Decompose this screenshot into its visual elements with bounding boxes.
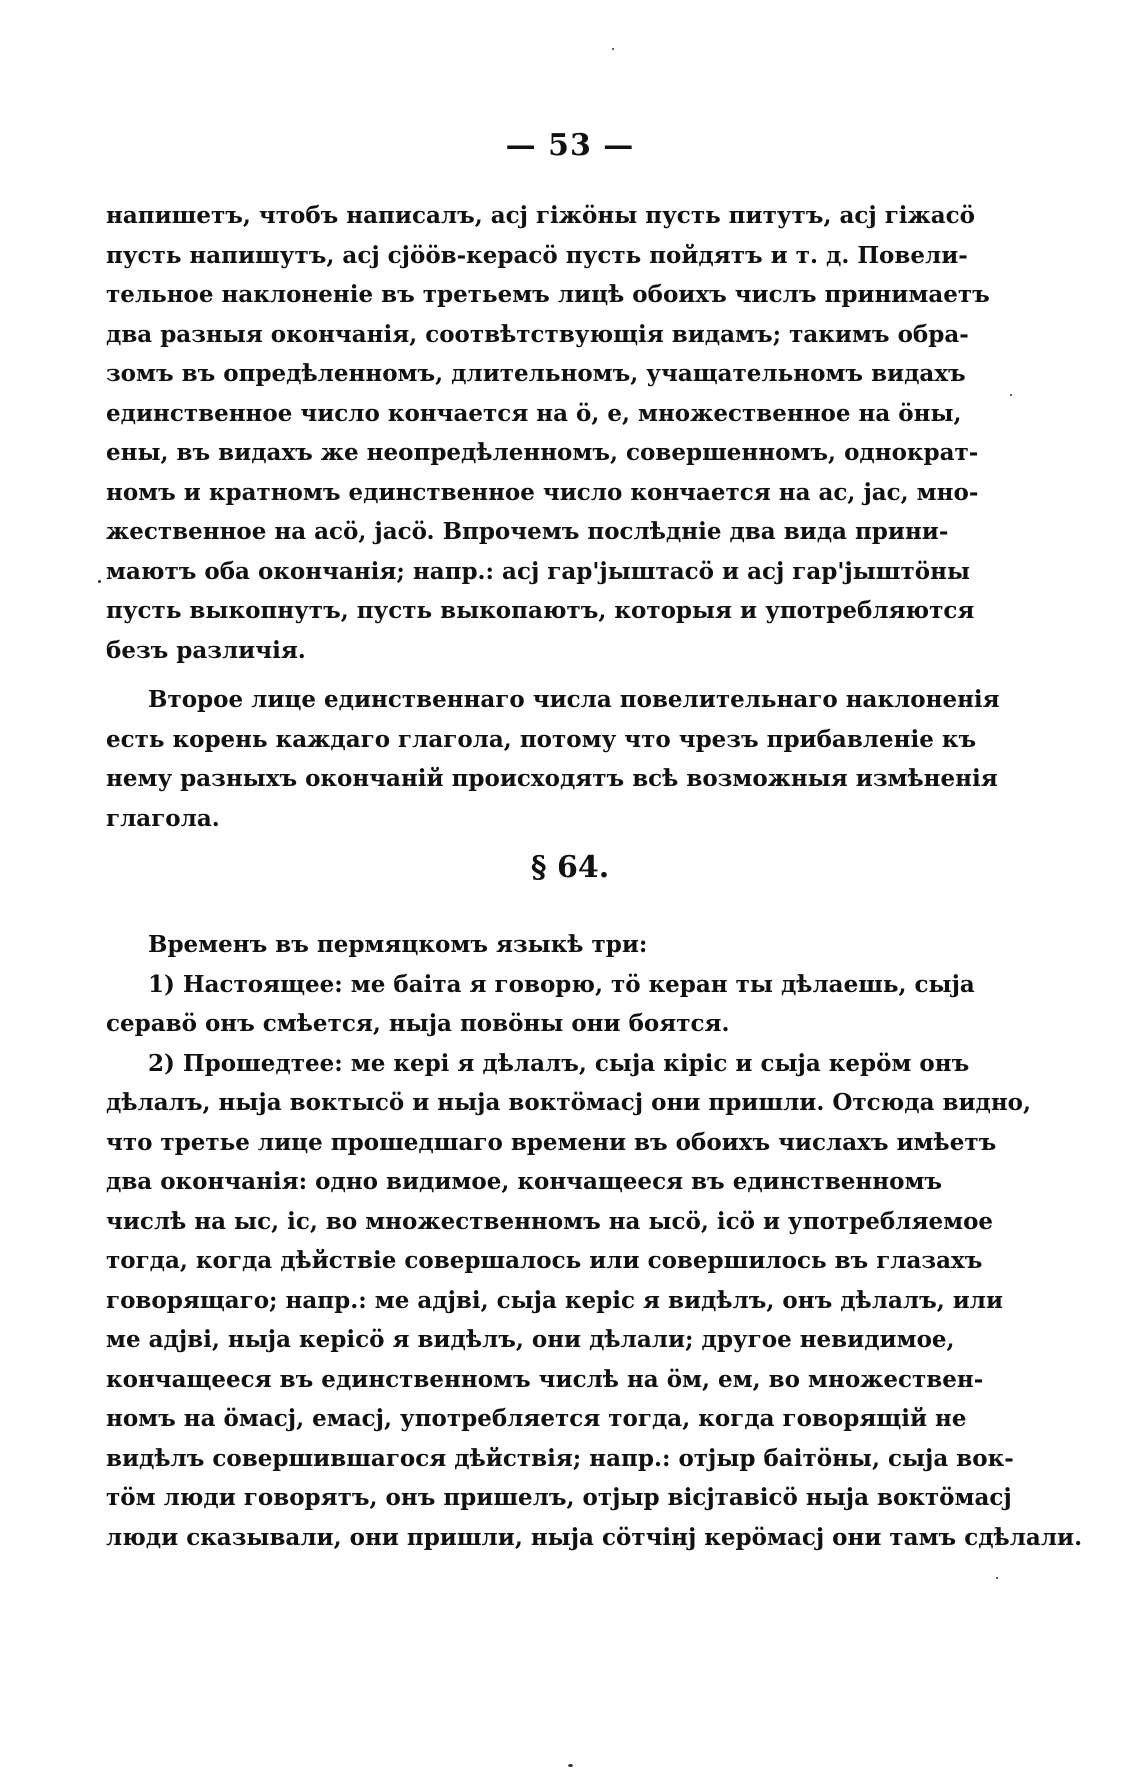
text-line: числѣ на ыс, іс, во множественномъ на ысö, ісö и употребляемое bbox=[106, 1207, 994, 1235]
text-line: тельное наклоненіе въ третьемъ лицѣ обоихъ числъ принимаетъ bbox=[106, 281, 990, 308]
text-line: серавö онъ смѣется, ныја повöны они боятся. bbox=[106, 1010, 730, 1037]
text-line: 1) Настоящее: ме баіта я говорю, тö керан ты дѣлаешь, сыја bbox=[148, 970, 975, 998]
scan-speck bbox=[1010, 394, 1012, 396]
scan-speck bbox=[996, 1577, 998, 1579]
text-line: жественное на асö, јасö. Впрочемъ послѣдніе два вида прини- bbox=[106, 518, 949, 545]
text-line: что третье лице прошедшаго времени въ обоихъ числахъ имѣетъ bbox=[106, 1128, 997, 1156]
text-line: пусть выкопнутъ, пусть выкопаютъ, которыя и употребляются bbox=[106, 597, 975, 624]
text-line: пусть напишутъ, асј сјööв-керасö пусть пойдятъ и т. д. Повели- bbox=[106, 241, 968, 269]
paragraph-tenses bbox=[106, 925, 1083, 1557]
text-line: 2) Прошедтее: ме кері я дѣлалъ, сыја кіріс и сыја керöм онъ bbox=[148, 1049, 970, 1077]
text-line: напишетъ, чтобъ написалъ, асј гіжöны пусть питутъ, асј гіжасö bbox=[106, 202, 976, 229]
text-line: тогда, когда дѣйствіе совершалось или совершилось въ глазахъ bbox=[106, 1247, 983, 1274]
text-line: дѣлалъ, ныја воктысö и ныја воктöмасј они пришли. Отсюда видно, bbox=[106, 1089, 1032, 1116]
paragraph-imperative-endings bbox=[106, 196, 990, 670]
text-line: безъ различія. bbox=[106, 636, 306, 664]
text-line: говорящаго; напр.: ме адјві, сыја керіс я видѣлъ, онъ дѣлалъ, или bbox=[106, 1286, 1004, 1314]
text-line: тöм люди говорятъ, онъ пришелъ, отјыр вісјтавісö ныја воктöмасј bbox=[106, 1484, 1012, 1511]
scan-speck bbox=[612, 48, 614, 50]
scan-speck bbox=[98, 580, 101, 583]
text-line: номъ на öмасј, емасј, употребляется тогда, когда говорящій не bbox=[106, 1405, 967, 1432]
text-line: маютъ оба окончанія; напр.: асј гар'јыштасö и асј гар'јыштöны bbox=[106, 557, 971, 585]
text-line: зомъ въ опредѣленномъ, длительномъ, учащательномъ видахъ bbox=[106, 360, 966, 387]
text-line: Второе лице единственнаго числа повелительнаго наклоненія bbox=[148, 686, 1000, 713]
text-line: глагола. bbox=[106, 804, 220, 832]
text-line: кончащееся въ единственномъ числѣ на öм, ем, во множествен- bbox=[106, 1365, 984, 1393]
text-line: нему разныхъ окончаній происходятъ всѣ возможныя измѣненія bbox=[106, 765, 998, 792]
text-line: люди сказывали, они пришли, ныја сöтчінј керöмасј они тамъ сдѣлали. bbox=[106, 1523, 1083, 1551]
text-line: Временъ въ пермяцкомъ языкѣ три: bbox=[148, 931, 648, 958]
text-line: видѣлъ совершившагося дѣйствія; напр.: отјыр баітöны, сыја вок- bbox=[106, 1444, 1014, 1472]
text-line: ены, въ видахъ же неопредѣленномъ, совершенномъ, однократ- bbox=[106, 439, 979, 466]
text-line: есть корень каждаго глагола, потому что чрезъ прибавленіе къ bbox=[106, 725, 977, 753]
text-line: два разныя окончанія, соотвѣтствующія видамъ; такимъ обра- bbox=[106, 320, 969, 348]
scan-speck bbox=[568, 1764, 573, 1767]
text-line: ме адјві, ныја керісö я видѣлъ, они дѣлали; другое невидимое, bbox=[106, 1326, 955, 1353]
text-line: номъ и кратномъ единственное число кончается на ас, јас, мно- bbox=[106, 478, 979, 506]
text-line: единственное число кончается на ö, е, множественное на öны, bbox=[106, 399, 962, 427]
text-line: два окончанія: одно видимое, кончащееся въ единственномъ bbox=[106, 1168, 943, 1195]
paragraph-second-person-root bbox=[106, 680, 1000, 838]
page-number: — 53 — bbox=[505, 128, 635, 163]
section-heading: § 64. bbox=[530, 850, 610, 885]
